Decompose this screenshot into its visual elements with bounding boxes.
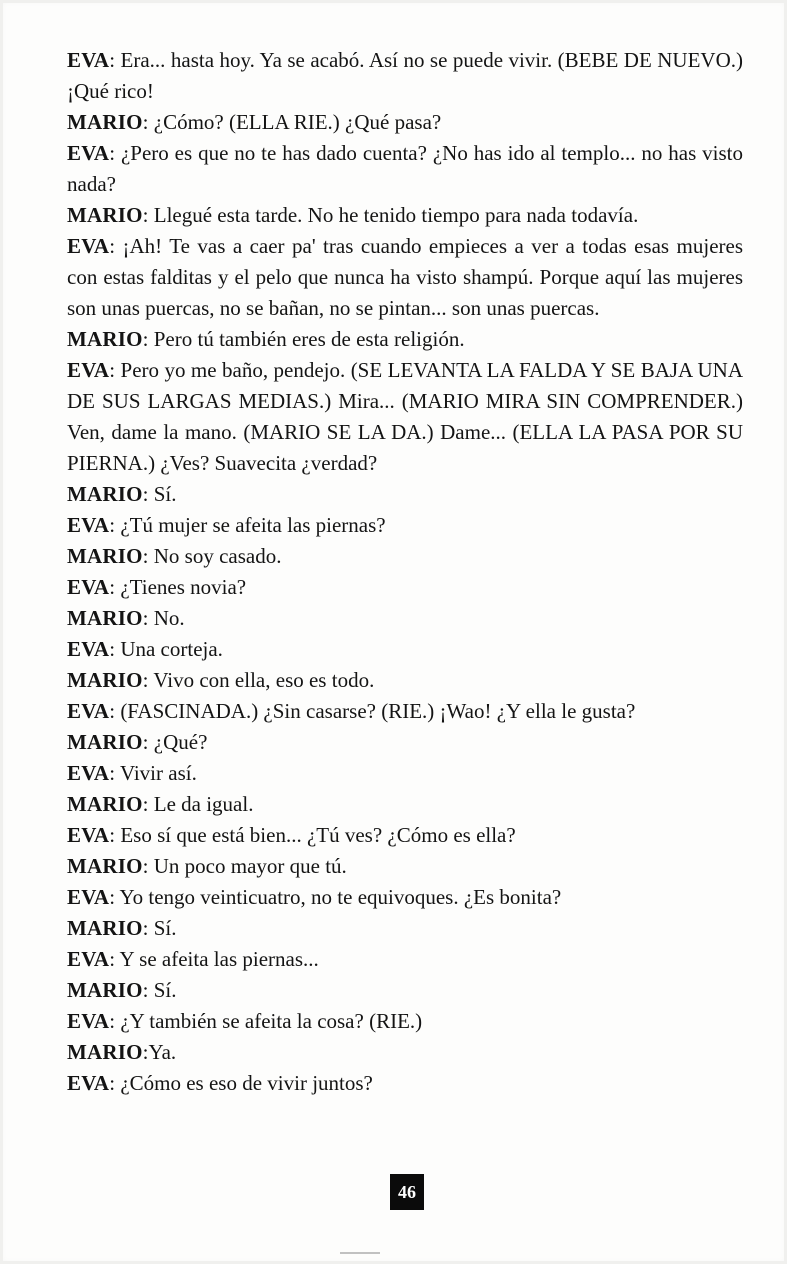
speaker-name: MARIO — [67, 203, 143, 227]
speaker-name: EVA — [67, 48, 110, 72]
dialogue-line — [67, 231, 743, 324]
speaker-name: EVA — [67, 141, 110, 165]
dialogue-text-segment: : Vivo con ella, eso es todo. — [142, 668, 375, 692]
dialogue-text-segment: : Pero tú también eres de esta religión. — [142, 327, 465, 351]
speaker-name: EVA — [67, 637, 110, 661]
speaker-name: MARIO — [67, 668, 143, 692]
dialogue-text-segment: : (FASCINADA.) ¿Sin casarse? (RIE.) ¡Wao! ¿Y ella le gusta? — [109, 699, 636, 723]
speaker-name: EVA — [67, 575, 110, 599]
dialogue-text-segment: : Le da igual. — [142, 792, 254, 816]
dialogue-line — [67, 355, 743, 479]
dialogue-text-segment: : Yo tengo veinticuatro, no te equivoques. ¿Es bonita? — [109, 885, 562, 909]
dialogue-line — [67, 1006, 743, 1037]
dialogue-text-segment: : ¿Pero es que no te has dado cuenta? ¿No has ido al templo... no has visto nada? — [67, 141, 743, 196]
speaker-name: EVA — [67, 823, 110, 847]
dialogue-text-segment: : Sí. — [142, 916, 177, 940]
page-number: 46 — [390, 1174, 424, 1210]
dialogue-line — [67, 603, 743, 634]
dialogue-line — [67, 851, 743, 882]
dialogue-text-segment: : ¿Cómo? (ELLA RIE.) ¿Qué pasa? — [142, 110, 442, 134]
dialogue-text-segment: : Sí. — [142, 482, 177, 506]
dialogue-text-segment: : Pero yo me baño, pendejo. (SE LEVANTA LA FALDA Y SE BAJA UNA DE SUS LARGAS MEDIAS.) Mira... (MARIO MIRA SIN COMPRENDER.) Ven, dame la mano. (MARIO SE LA DA.) Dame... (ELLA LA PASA POR SU PIERNA.) ¿Ves? Suavecita ¿verdad? — [67, 358, 743, 475]
speaker-name: MARIO — [67, 327, 143, 351]
dialogue-text-segment: : Vivir así. — [109, 761, 197, 785]
dialogue-text-segment: : Era... hasta hoy. Ya se acabó. Así no se puede vivir. (BEBE DE NUEVO.) ¡Qué rico! — [67, 48, 743, 103]
dialogue-line — [67, 882, 743, 913]
speaker-name: EVA — [67, 885, 110, 909]
dialogue-line — [67, 107, 743, 138]
dialogue-line — [67, 975, 743, 1006]
dialogue-text-segment: : Un poco mayor que tú. — [142, 854, 347, 878]
dialogue-line — [67, 758, 743, 789]
dialogue-line — [67, 696, 743, 727]
speaker-name: MARIO — [67, 110, 143, 134]
speaker-name: EVA — [67, 234, 110, 258]
dialogue-line — [67, 944, 743, 975]
dialogue-line — [67, 510, 743, 541]
speaker-name: MARIO — [67, 544, 143, 568]
speaker-name: EVA — [67, 1071, 110, 1095]
dialogue-line — [67, 572, 743, 603]
speaker-name: MARIO — [67, 730, 143, 754]
speaker-name: MARIO — [67, 792, 143, 816]
dialogue-text-segment: : Una corteja. — [109, 637, 223, 661]
speaker-name: EVA — [67, 761, 110, 785]
speaker-name: EVA — [67, 1009, 110, 1033]
dialogue-text-segment: : ¿Y también se afeita la cosa? (RIE.) — [109, 1009, 423, 1033]
dialogue-text-segment: : ¿Tú mujer se afeita las piernas? — [109, 513, 386, 537]
dialogue-text-segment: : ¿Tienes novia? — [109, 575, 247, 599]
speaker-name: MARIO — [67, 978, 143, 1002]
dialogue-line — [67, 200, 743, 231]
dialogue-line — [67, 665, 743, 696]
speaker-name: EVA — [67, 699, 110, 723]
speaker-name: EVA — [67, 513, 110, 537]
dialogue-text-segment: : Eso sí que está bien... ¿Tú ves? ¿Cómo es ella? — [109, 823, 516, 847]
speaker-name: EVA — [67, 947, 110, 971]
dialogue-line — [67, 789, 743, 820]
dialogue-line — [67, 634, 743, 665]
dialogue-line — [67, 324, 743, 355]
dialogue-text-segment: : ¿Qué? — [142, 730, 208, 754]
dialogue-line — [67, 1037, 743, 1068]
dialogue-text-segment: : ¿Cómo es eso de vivir juntos? — [109, 1071, 373, 1095]
speaker-name: MARIO — [67, 916, 143, 940]
dialogue-text-segment: : ¡Ah! Te vas a caer pa' tras cuando empieces a ver a todas esas mujeres con estas falditas y el pelo que nunca ha visto shampú. Porque aquí las mujeres son unas puercas, no se bañan, no se pintan... son unas puercas. — [67, 234, 743, 320]
dialogue-line — [67, 913, 743, 944]
dialogue-text-segment: : No. — [142, 606, 185, 630]
speaker-name: MARIO — [67, 1040, 143, 1064]
dialogue-line — [67, 820, 743, 851]
speaker-name: EVA — [67, 358, 110, 382]
dialogue-text-segment: : Sí. — [142, 978, 177, 1002]
dialogue-line — [67, 541, 743, 572]
speaker-name: MARIO — [67, 482, 143, 506]
speaker-name: MARIO — [67, 606, 143, 630]
scan-mark — [340, 1252, 380, 1254]
dialogue-line — [67, 727, 743, 758]
dialogue-text — [67, 45, 743, 1099]
dialogue-text-segment: : No soy casado. — [142, 544, 282, 568]
dialogue-text-segment: : Llegué esta tarde. No he tenido tiempo para nada todavía. — [142, 203, 639, 227]
dialogue-text-segment: : Y se afeita las piernas... — [109, 947, 319, 971]
dialogue-line — [67, 138, 743, 200]
dialogue-line — [67, 479, 743, 510]
dialogue-line — [67, 45, 743, 107]
speaker-name: MARIO — [67, 854, 143, 878]
dialogue-text-segment: :Ya. — [142, 1040, 177, 1064]
dialogue-line — [67, 1068, 743, 1099]
